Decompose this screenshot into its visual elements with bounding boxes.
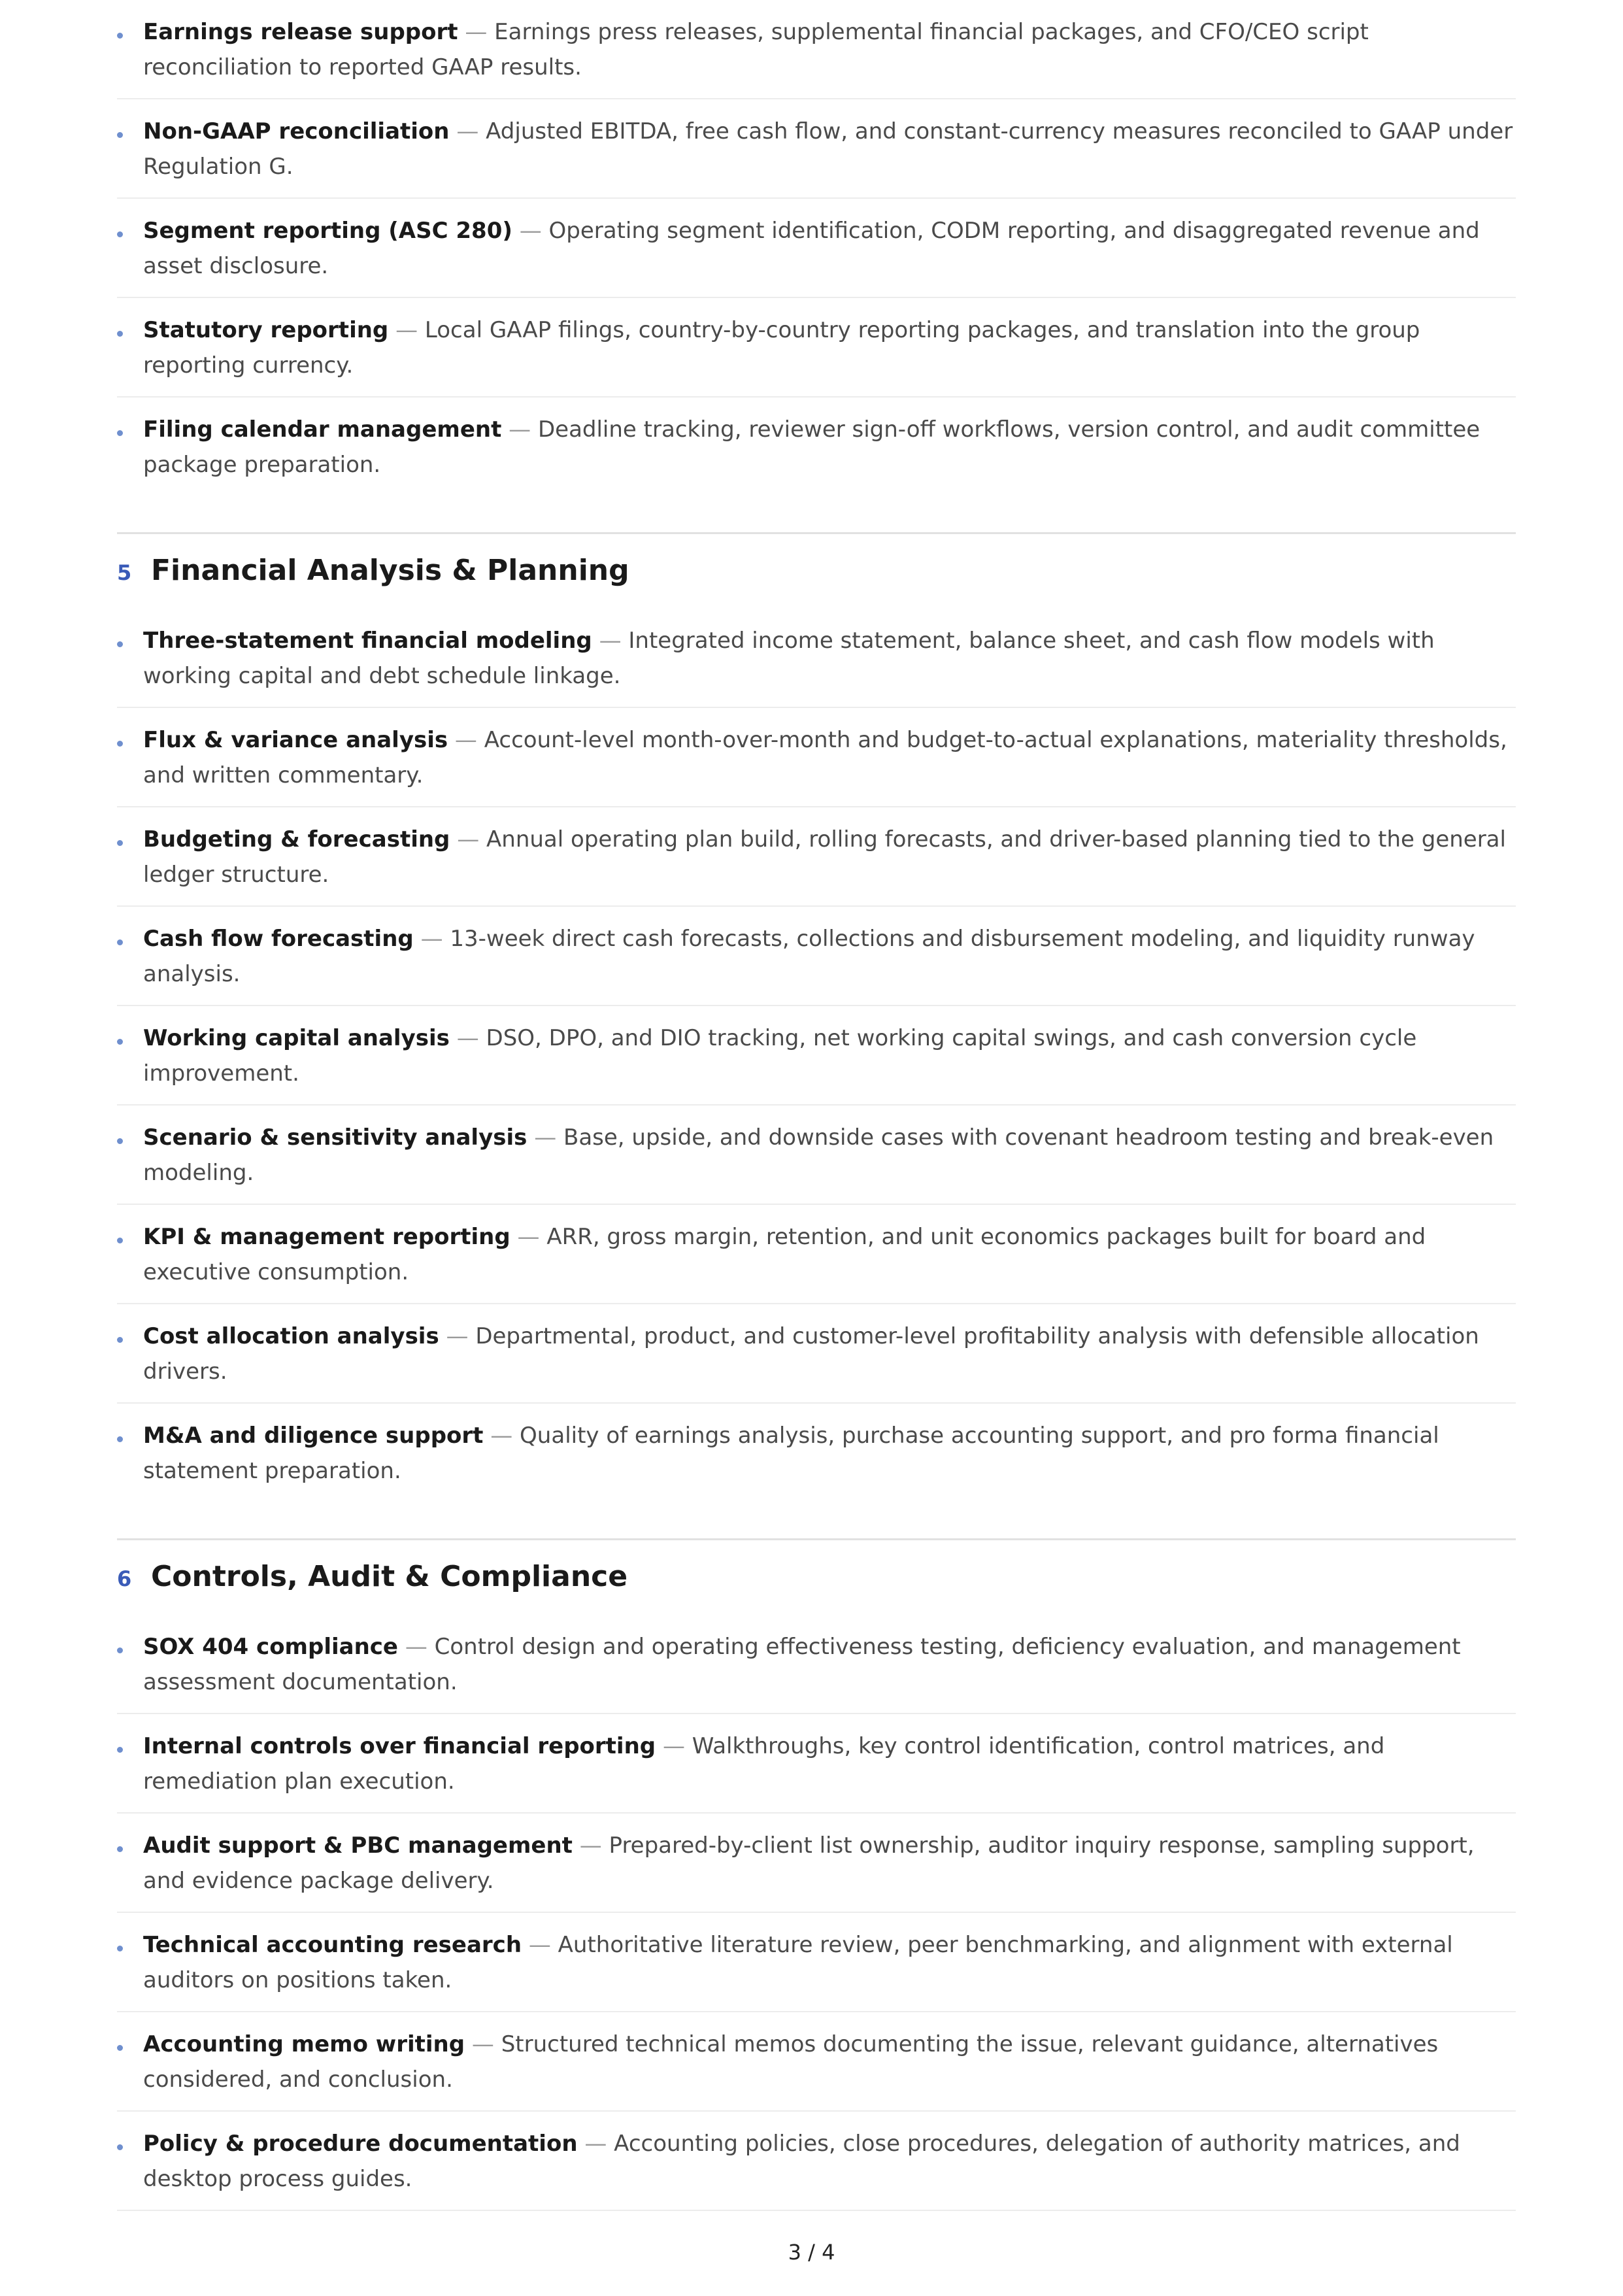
em-dash-separator: —	[584, 2131, 607, 2157]
em-dash-separator: —	[446, 1323, 469, 1349]
em-dash-separator: —	[528, 1932, 551, 1958]
list-item	[117, 1404, 1516, 1502]
item-description: Prepared-by-client list ownership, auditor inquiry response, sampling support, and evidence package delivery.	[143, 1832, 1475, 1894]
em-dash-separator: —	[456, 118, 479, 144]
list-item	[117, 1006, 1516, 1106]
em-dash-separator: —	[465, 19, 488, 45]
list-item	[117, 199, 1516, 298]
em-dash-separator: —	[490, 1423, 513, 1449]
em-dash-separator: —	[395, 317, 418, 343]
item-term: Earnings release support	[143, 19, 458, 45]
list-item	[117, 1304, 1516, 1404]
em-dash-separator: —	[471, 2031, 494, 2057]
bullet-icon	[117, 33, 123, 39]
bullet-icon	[117, 1946, 123, 1951]
item-term: Internal controls over financial reporting	[143, 1733, 656, 1759]
bullet-icon	[117, 331, 123, 337]
bullet-icon	[117, 132, 123, 138]
capability-list-continued	[117, 0, 1516, 496]
list-item	[117, 2012, 1516, 2112]
section-heading	[117, 1560, 1516, 1607]
list-item	[117, 298, 1516, 397]
item-description: Authoritative literature review, peer benchmarking, and alignment with external auditors on positions taken.	[143, 1932, 1453, 1993]
bullet-icon	[117, 1138, 123, 1144]
bullet-icon	[117, 1846, 123, 1852]
capability-list-financial-analysis	[117, 609, 1516, 1502]
document-body	[117, 0, 1516, 2211]
item-term: Policy & procedure documentation	[143, 2131, 578, 2157]
item-term: Budgeting & forecasting	[143, 826, 450, 853]
item-term: Working capital analysis	[143, 1025, 450, 1051]
item-description: Structured technical memos documenting the issue, relevant guidance, alternatives considered, and conclusion.	[143, 2031, 1439, 2093]
bullet-icon	[117, 1039, 123, 1045]
list-item	[117, 1714, 1516, 1814]
section-heading	[117, 554, 1516, 601]
list-item	[117, 99, 1516, 199]
list-item	[117, 1205, 1516, 1304]
item-term: Filing calendar management	[143, 416, 502, 443]
item-description: Earnings press releases, supplemental financial packages, and CFO/CEO script reconciliation to reported GAAP results.	[143, 19, 1369, 80]
item-description: Integrated income statement, balance sheet, and cash flow models with working capital and debt schedule linkage.	[143, 628, 1435, 689]
item-description: Deadline tracking, reviewer sign-off workflows, version control, and audit committee package preparation.	[143, 416, 1481, 478]
list-item	[117, 708, 1516, 807]
page-number: 3 / 4	[788, 2240, 835, 2265]
section-title: Controls, Audit & Compliance	[151, 1560, 628, 1593]
item-description: Base, upside, and downside cases with covenant headroom testing and break-even modeling.	[143, 1124, 1494, 1186]
list-item	[117, 2112, 1516, 2211]
section-number: 5	[117, 560, 132, 585]
item-description: Control design and operating effectiveness testing, deficiency evaluation, and management assessment documentation.	[143, 1634, 1461, 1695]
em-dash-separator: —	[534, 1124, 557, 1151]
item-term: KPI & management reporting	[143, 1224, 510, 1250]
list-item	[117, 907, 1516, 1006]
bullet-icon	[117, 840, 123, 846]
item-description: Account-level month-over-month and budget-to-actual explanations, materiality thresholds, and written commentary.	[143, 727, 1507, 788]
section-divider	[117, 1538, 1516, 1540]
em-dash-separator: —	[405, 1634, 427, 1660]
list-item	[117, 609, 1516, 708]
bullet-icon	[117, 939, 123, 945]
item-description: Departmental, product, and customer-level profitability analysis with defensible allocation drivers.	[143, 1323, 1479, 1385]
em-dash-separator: —	[457, 826, 480, 853]
em-dash-separator: —	[454, 727, 477, 753]
bullet-icon	[117, 1747, 123, 1753]
em-dash-separator: —	[456, 1025, 479, 1051]
bullet-icon	[117, 430, 123, 436]
list-item	[117, 397, 1516, 496]
list-item	[117, 1814, 1516, 1913]
bullet-icon	[117, 1337, 123, 1343]
bullet-icon	[117, 1238, 123, 1243]
em-dash-separator: —	[420, 926, 443, 952]
em-dash-separator: —	[509, 416, 531, 443]
item-term: Cost allocation analysis	[143, 1323, 439, 1349]
item-description: Annual operating plan build, rolling forecasts, and driver-based planning tied to the general ledger structure.	[143, 826, 1506, 888]
em-dash-separator: —	[599, 628, 622, 654]
em-dash-separator: —	[517, 1224, 540, 1250]
em-dash-separator: —	[519, 218, 542, 244]
item-description: Accounting policies, close procedures, delegation of authority matrices, and desktop process guides.	[143, 2131, 1460, 2192]
section-divider	[117, 532, 1516, 534]
item-term: Audit support & PBC management	[143, 1832, 573, 1859]
bullet-icon	[117, 741, 123, 747]
item-term: Statutory reporting	[143, 317, 389, 343]
item-term: Scenario & sensitivity analysis	[143, 1124, 527, 1151]
bullet-icon	[117, 1647, 123, 1653]
bullet-icon	[117, 231, 123, 237]
item-term: Technical accounting research	[143, 1932, 522, 1958]
list-item	[117, 807, 1516, 907]
section-number: 6	[117, 1566, 132, 1591]
bullet-icon	[117, 2045, 123, 2051]
item-description: DSO, DPO, and DIO tracking, net working capital swings, and cash conversion cycle improvement.	[143, 1025, 1417, 1087]
capability-list-controls-audit	[117, 1615, 1516, 2211]
item-term: Non-GAAP reconciliation	[143, 118, 450, 144]
bullet-icon	[117, 641, 123, 647]
em-dash-separator: —	[579, 1832, 602, 1859]
item-description: Operating segment identification, CODM reporting, and disaggregated revenue and asset disclosure.	[143, 218, 1480, 279]
item-term: Segment reporting (ASC 280)	[143, 218, 512, 244]
item-description: Local GAAP filings, country-by-country reporting packages, and translation into the group reporting currency.	[143, 317, 1420, 379]
item-description: ARR, gross margin, retention, and unit economics packages built for board and executive consumption.	[143, 1224, 1426, 1285]
item-term: SOX 404 compliance	[143, 1634, 398, 1660]
em-dash-separator: —	[662, 1733, 685, 1759]
list-item	[117, 0, 1516, 99]
bullet-icon	[117, 2144, 123, 2150]
item-description: Adjusted EBITDA, free cash flow, and constant-currency measures reconciled to GAAP under Regulation G.	[143, 118, 1513, 180]
item-description: Walkthroughs, key control identification, control matrices, and remediation plan execution.	[143, 1733, 1385, 1795]
item-description: Quality of earnings analysis, purchase accounting support, and pro forma financial statement preparation.	[143, 1423, 1439, 1484]
item-term: Cash flow forecasting	[143, 926, 414, 952]
list-item	[117, 1913, 1516, 2012]
item-term: Accounting memo writing	[143, 2031, 465, 2057]
list-item	[117, 1615, 1516, 1714]
item-description: 13-week direct cash forecasts, collections and disbursement modeling, and liquidity runway analysis.	[143, 926, 1475, 987]
list-item	[117, 1106, 1516, 1205]
bullet-icon	[117, 1436, 123, 1442]
item-term: Three-statement financial modeling	[143, 628, 592, 654]
item-term: Flux & variance analysis	[143, 727, 448, 753]
item-term: M&A and diligence support	[143, 1423, 484, 1449]
section-title: Financial Analysis & Planning	[151, 554, 629, 587]
